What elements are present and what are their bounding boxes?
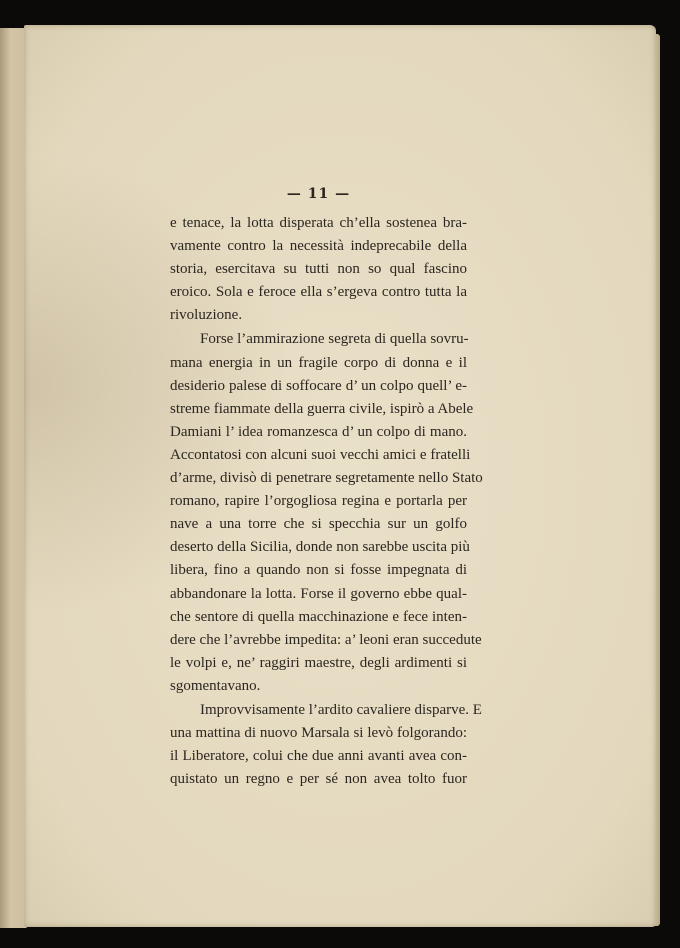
text-line: Damiani l’ idea romanzesca d’ un colpo di mano. xyxy=(170,423,467,440)
text-line: e tenace, la lotta disperata ch’ella sostenea bra- xyxy=(170,215,467,231)
text-line: rivoluzione. xyxy=(170,307,243,324)
text-line: desiderio palese di soffocare d’ un colpo quell’ e- xyxy=(170,377,467,394)
text-line: libera, fino a quando non si fosse impegnata di xyxy=(170,562,467,579)
text-line: quistato un regno e per sé non avea tolto fuor xyxy=(170,771,467,788)
text-line: vamente contro la necessità indeprecabile della xyxy=(170,238,467,255)
text-line: deserto della Sicilia, donde non sarebbe uscita più xyxy=(170,539,470,556)
text-line: Improvvisamente l’ardito cavaliere disparve. E xyxy=(200,701,482,718)
text-line: eroico. Sola e feroce ella s’ergeva contro tutta la xyxy=(170,284,467,301)
previous-page-edge xyxy=(0,28,27,928)
page-number: — 11 — xyxy=(286,186,351,202)
body-text xyxy=(170,212,483,791)
text-line: d’arme, divisò di penetrare segretamente nello Stato xyxy=(170,470,483,487)
text-line: le volpi e, ne’ raggiri maestre, degli ardimenti si xyxy=(170,654,467,671)
text-line: sgomentavano. xyxy=(170,677,261,694)
text-line: romano, rapire l’orgogliosa regina e portarla per xyxy=(170,493,467,510)
text-line: il Liberatore, colui che due anni avanti avea con- xyxy=(170,748,467,765)
text-line: Accontatosi con alcuni suoi vecchi amici e fratelli xyxy=(170,446,471,463)
text-line: Forse l’ammirazione segreta di quella sovru- xyxy=(200,331,469,348)
text-line: abbandonare la lotta. Forse il governo ebbe qual- xyxy=(170,585,467,602)
text-line: mana energia in un fragile corpo di donna e il xyxy=(170,354,467,371)
text-line: storia, esercitava su tutti non so qual fascino xyxy=(170,261,467,278)
text-line: nave a una torre che si specchia sur un golfo xyxy=(170,516,467,533)
text-line: streme fiammate della guerra civile, ispirò a Abele xyxy=(170,400,474,417)
text-line: che sentore di quella macchinazione e fece inten- xyxy=(170,608,467,625)
text-line: una mattina di nuovo Marsala si levò folgorando: xyxy=(170,725,467,742)
text-line: dere che l’avrebbe impedita: a’ leoni eran succedute xyxy=(170,631,482,648)
